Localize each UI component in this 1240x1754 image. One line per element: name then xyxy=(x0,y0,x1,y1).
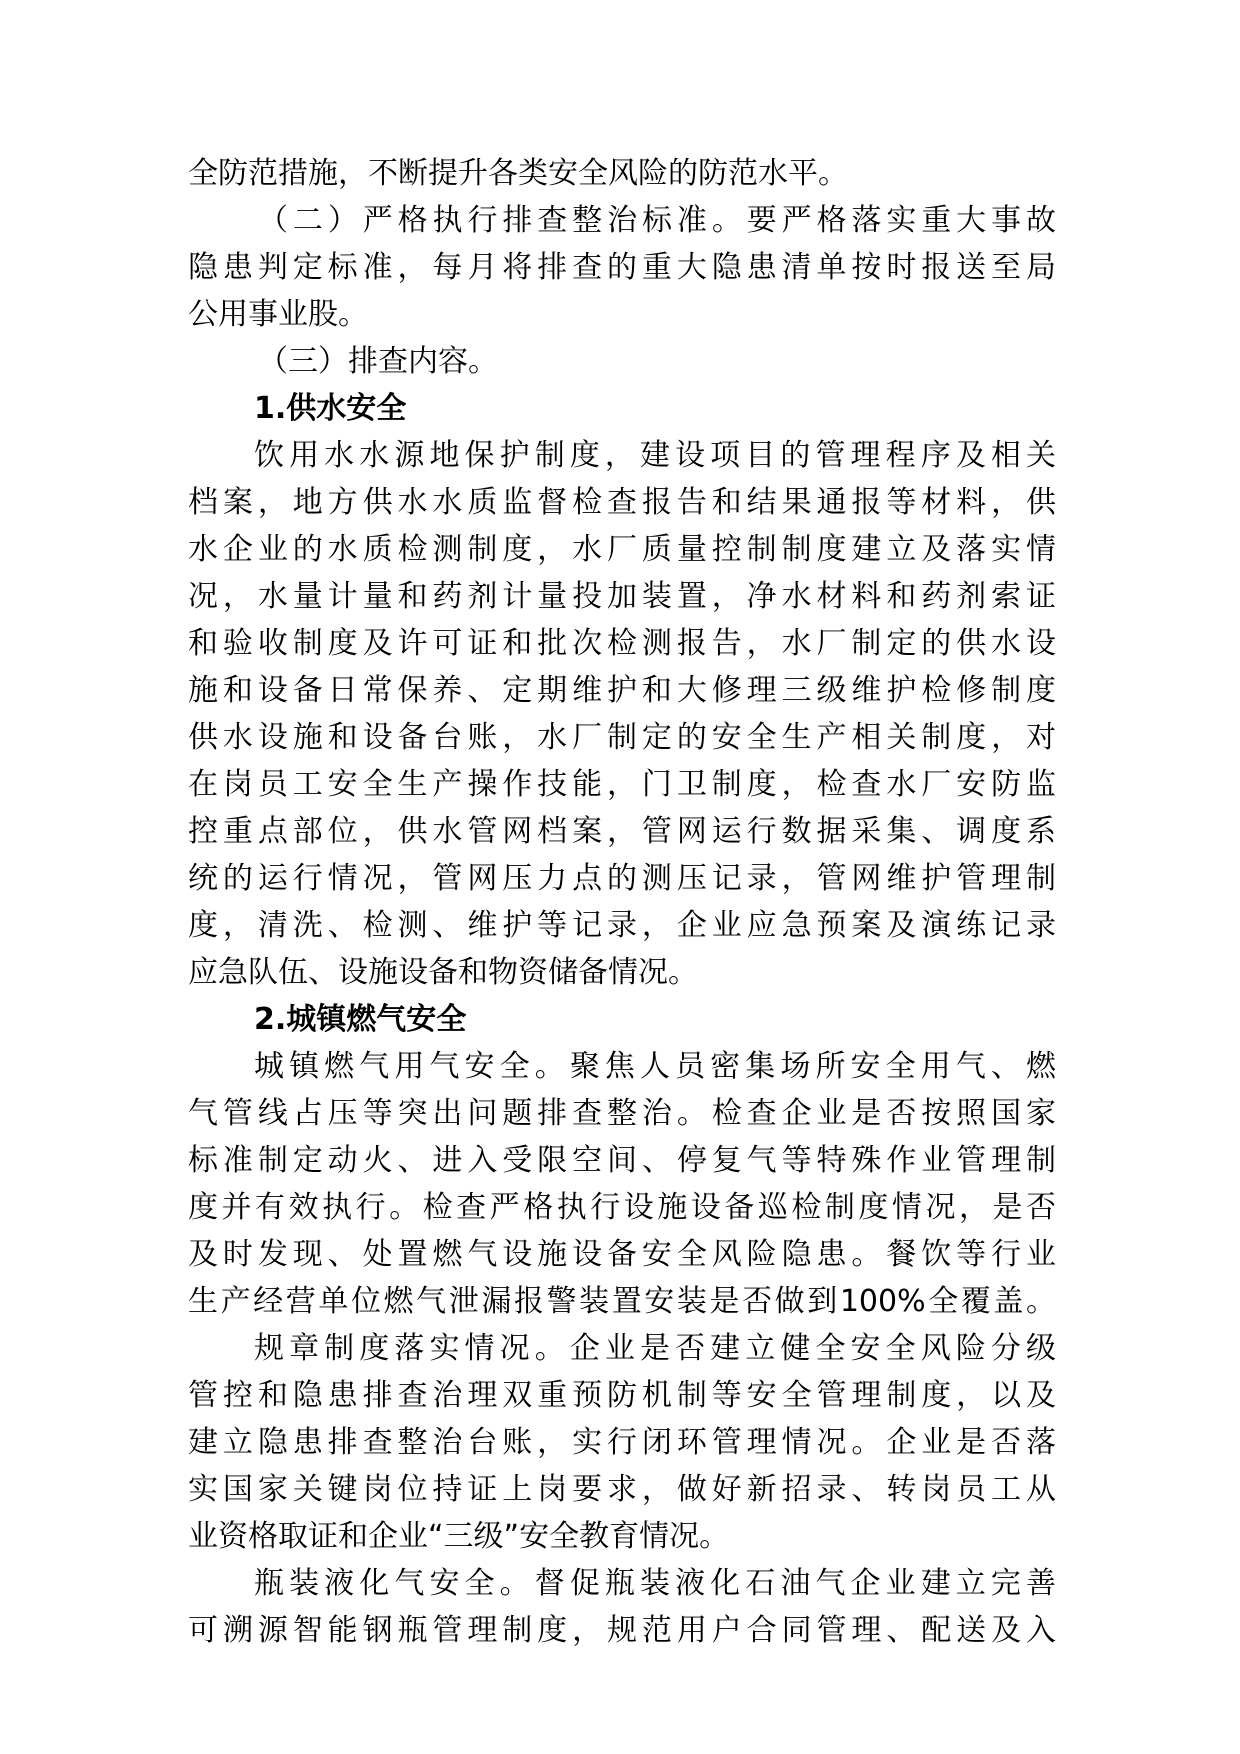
paragraph-line: 统的运行情况，管网压力点的测压记录，管网维护管理制 xyxy=(188,861,1056,896)
paragraph-line: 标准制定动火、进入受限空间、停复气等特殊作业管理制 xyxy=(188,1143,1056,1178)
paragraph-line: 隐患判定标准，每月将排查的重大隐患清单按时报送至局 xyxy=(188,250,1056,285)
paragraph-line: 管控和隐患排查治理双重预防机制等安全管理制度，以及 xyxy=(188,1378,1056,1413)
paragraph-line: 实国家关键岗位持证上岗要求，做好新招录、转岗员工从 xyxy=(188,1472,1056,1507)
paragraph-line: 和验收制度及许可证和批次检测报告，水厂制定的供水设 xyxy=(188,626,1056,661)
paragraph-line: 全防范措施，不断提升各类安全风险的防范水平。 xyxy=(188,156,848,191)
paragraph-line: 度并有效执行。检查严格执行设施设备巡检制度情况，是否 xyxy=(188,1190,1056,1225)
paragraph-line: 饮用水水源地保护制度，建设项目的管理程序及相关 xyxy=(254,438,1056,473)
paragraph-line: 应急队伍、设施设备和物资储备情况。 xyxy=(188,955,698,990)
document-page xyxy=(188,150,1056,1654)
paragraph-line: 供水设施和设备台账，水厂制定的安全生产相关制度，对 xyxy=(188,720,1056,755)
paragraph-line: 城镇燃气用气安全。聚焦人员密集场所安全用气、燃 xyxy=(254,1049,1056,1084)
paragraph-line: 气管线占压等突出问题排查整治。检查企业是否按照国家 xyxy=(188,1096,1056,1131)
section-heading-3: （三）排查内容。 xyxy=(258,344,498,379)
paragraph-line: 规章制度落实情况。企业是否建立健全安全风险分级 xyxy=(254,1331,1056,1366)
paragraph-line: 水企业的水质检测制度，水厂质量控制制度建立及落实情 xyxy=(188,532,1056,567)
paragraph-line: 业资格取证和企业“三级”安全教育情况。 xyxy=(188,1519,730,1554)
paragraph-line: （二）严格执行排查整治标准。要严格落实重大事故 xyxy=(258,203,1056,238)
paragraph-line: 可溯源智能钢瓶管理制度，规范用户合同管理、配送及入 xyxy=(188,1613,1056,1648)
paragraph-line: 在岗员工安全生产操作技能，门卫制度，检查水厂安防监 xyxy=(188,767,1056,802)
paragraph-line: 度，清洗、检测、维护等记录，企业应急预案及演练记录 xyxy=(188,908,1056,943)
paragraph-line: 生产经营单位燃气泄漏报警装置安装是否做到100%全覆盖。 xyxy=(188,1284,1056,1319)
subheading-water-supply: 1.供水安全 xyxy=(254,391,407,426)
paragraph-line: 瓶装液化气安全。督促瓶装液化石油气企业建立完善 xyxy=(254,1566,1056,1601)
paragraph-line: 况，水量计量和药剂计量投加装置，净水材料和药剂索证 xyxy=(188,579,1056,614)
paragraph-line: 控重点部位，供水管网档案，管网运行数据采集、调度系 xyxy=(188,814,1056,849)
subheading-gas-safety: 2.城镇燃气安全 xyxy=(254,1002,467,1037)
paragraph-line: 档案，地方供水水质监督检查报告和结果通报等材料，供 xyxy=(188,485,1056,520)
paragraph-line: 建立隐患排查整治台账，实行闭环管理情况。企业是否落 xyxy=(188,1425,1056,1460)
paragraph-line: 公用事业股。 xyxy=(188,297,368,332)
paragraph-line: 及时发现、处置燃气设施设备安全风险隐患。餐饮等行业 xyxy=(188,1237,1056,1272)
paragraph-line: 施和设备日常保养、定期维护和大修理三级维护检修制度 xyxy=(188,673,1056,708)
